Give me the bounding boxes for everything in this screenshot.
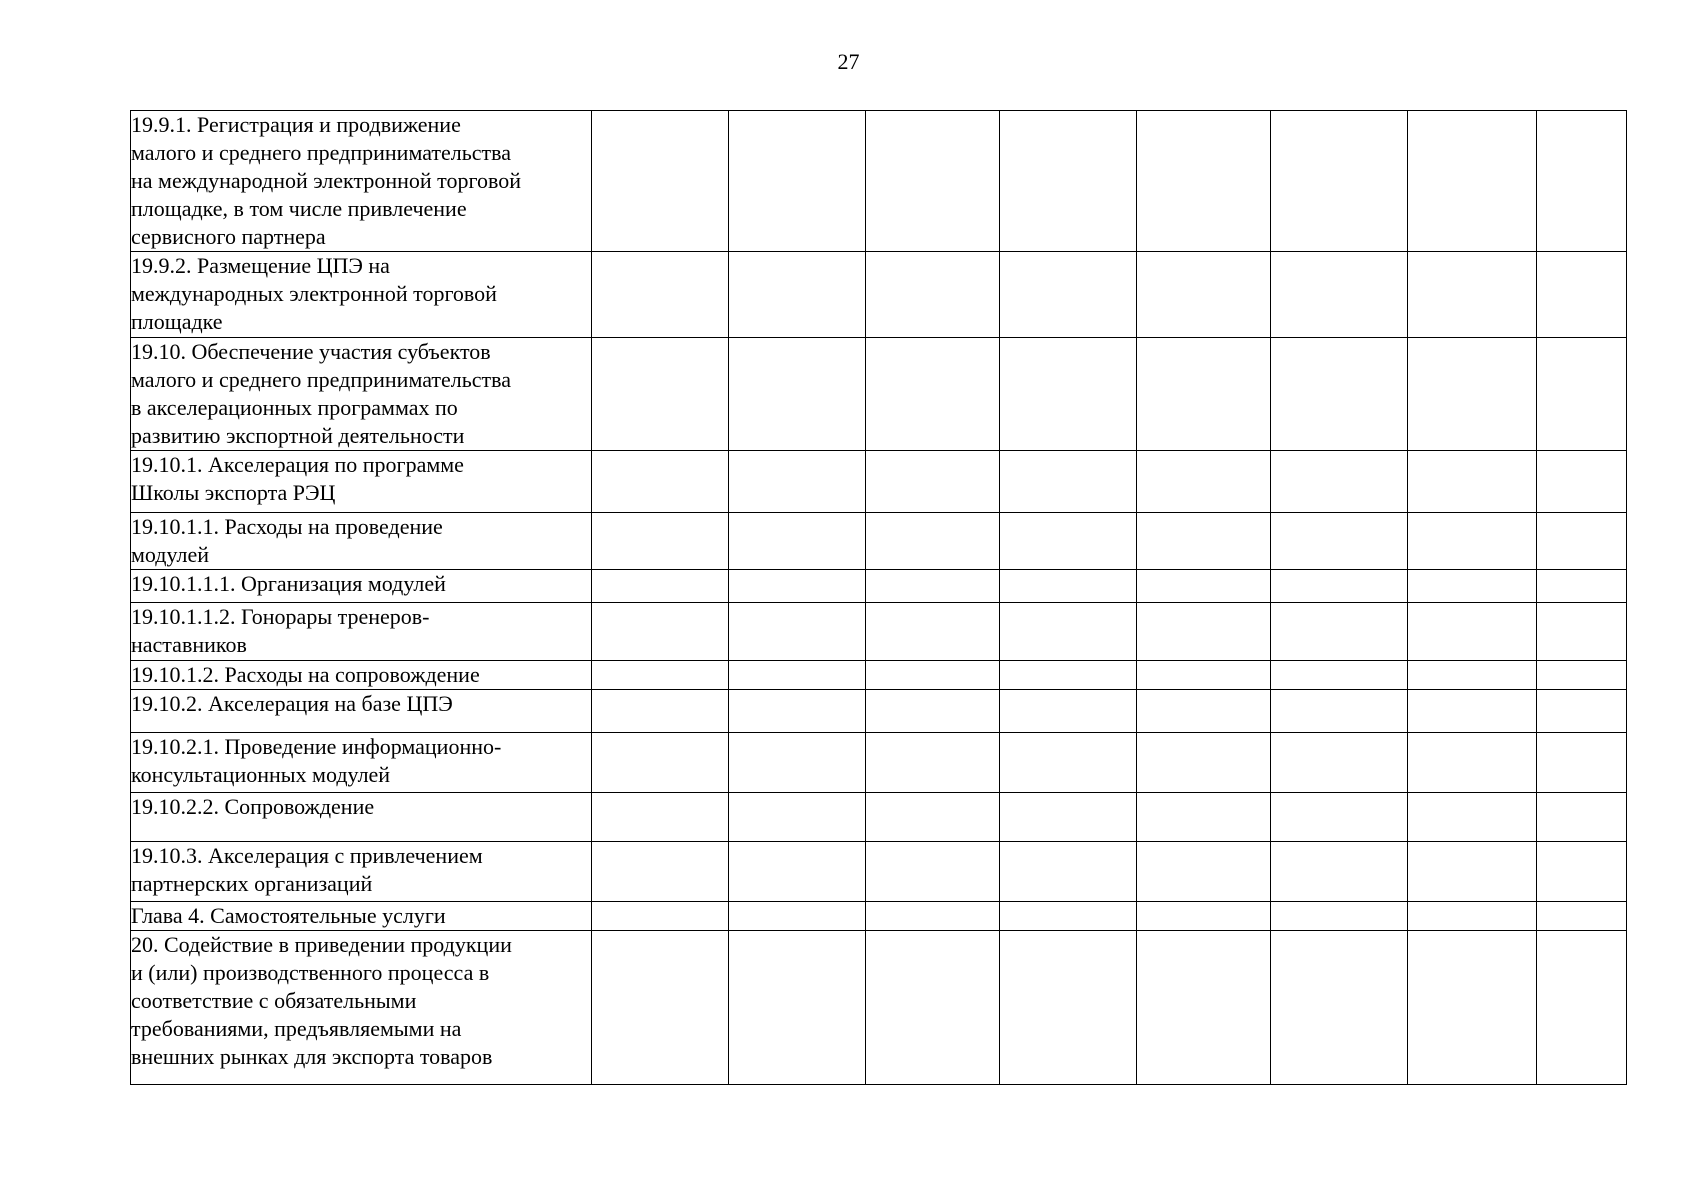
table-row <box>131 570 1627 603</box>
empty-cell <box>1408 902 1537 931</box>
row-label: 19.10. Обеспечение участия субъектов малого и среднего предпринимательства в акселерационных программах по развитию экспортной деятельности <box>131 338 592 451</box>
empty-cell <box>1137 570 1271 603</box>
empty-cell <box>729 603 866 661</box>
empty-cell <box>729 931 866 1085</box>
empty-cell <box>729 733 866 793</box>
empty-cell <box>1537 603 1627 661</box>
empty-cell <box>1408 733 1537 793</box>
table-row <box>131 338 1627 451</box>
empty-cell <box>1271 252 1408 338</box>
empty-cell <box>1271 661 1408 690</box>
table-row <box>131 603 1627 661</box>
table-row <box>131 733 1627 793</box>
empty-cell <box>592 902 729 931</box>
empty-cell <box>592 451 729 513</box>
empty-cell <box>866 690 1000 733</box>
row-label: 19.10.2.2. Сопровождение <box>131 793 592 842</box>
empty-cell <box>1137 690 1271 733</box>
empty-cell <box>1000 661 1137 690</box>
empty-cell <box>1537 842 1627 902</box>
empty-cell <box>1408 338 1537 451</box>
empty-cell <box>1137 661 1271 690</box>
empty-cell <box>729 252 866 338</box>
empty-cell <box>592 661 729 690</box>
table-row <box>131 931 1627 1085</box>
row-label: 19.10.1.2. Расходы на сопровождение <box>131 661 592 690</box>
row-label: 19.9.2. Размещение ЦПЭ на международных электронной торговой площадке <box>131 252 592 338</box>
empty-cell <box>1408 451 1537 513</box>
empty-cell <box>592 252 729 338</box>
empty-cell <box>1537 902 1627 931</box>
empty-cell <box>866 733 1000 793</box>
empty-cell <box>1271 690 1408 733</box>
empty-cell <box>1137 451 1271 513</box>
empty-cell <box>866 338 1000 451</box>
empty-cell <box>1000 733 1137 793</box>
empty-cell <box>1537 733 1627 793</box>
empty-cell <box>1000 690 1137 733</box>
empty-cell <box>729 661 866 690</box>
empty-cell <box>592 570 729 603</box>
empty-cell <box>592 793 729 842</box>
row-label: 19.10.1.1.2. Гонорары тренеров- наставников <box>131 603 592 661</box>
empty-cell <box>1271 111 1408 252</box>
table-row <box>131 842 1627 902</box>
empty-cell <box>729 902 866 931</box>
empty-cell <box>1137 603 1271 661</box>
empty-cell <box>592 338 729 451</box>
empty-cell <box>1408 252 1537 338</box>
empty-cell <box>1000 451 1137 513</box>
empty-cell <box>866 793 1000 842</box>
empty-cell <box>1271 451 1408 513</box>
empty-cell <box>866 513 1000 570</box>
empty-cell <box>1137 733 1271 793</box>
empty-cell <box>866 451 1000 513</box>
empty-cell <box>1271 733 1408 793</box>
empty-cell <box>1137 931 1271 1085</box>
empty-cell <box>1137 793 1271 842</box>
empty-cell <box>866 603 1000 661</box>
empty-cell <box>1137 513 1271 570</box>
row-label: 19.10.3. Акселерация с привлечением партнерских организаций <box>131 842 592 902</box>
empty-cell <box>1408 661 1537 690</box>
table-row <box>131 451 1627 513</box>
empty-cell <box>1537 451 1627 513</box>
empty-cell <box>729 793 866 842</box>
empty-cell <box>1408 603 1537 661</box>
row-label: 19.10.2. Акселерация на базе ЦПЭ <box>131 690 592 733</box>
empty-cell <box>1000 603 1137 661</box>
empty-cell <box>1271 570 1408 603</box>
empty-cell <box>1537 690 1627 733</box>
empty-cell <box>1271 603 1408 661</box>
empty-cell <box>1000 111 1137 252</box>
empty-cell <box>592 931 729 1085</box>
empty-cell <box>729 570 866 603</box>
empty-cell <box>729 513 866 570</box>
empty-cell <box>866 902 1000 931</box>
row-label: 19.10.2.1. Проведение информационно- консультационных модулей <box>131 733 592 793</box>
empty-cell <box>1537 931 1627 1085</box>
empty-cell <box>866 111 1000 252</box>
empty-cell <box>866 931 1000 1085</box>
table-row <box>131 902 1627 931</box>
empty-cell <box>1137 842 1271 902</box>
empty-cell <box>1000 931 1137 1085</box>
row-label: 19.10.1. Акселерация по программе Школы экспорта РЭЦ <box>131 451 592 513</box>
empty-cell <box>1137 338 1271 451</box>
empty-cell <box>1537 513 1627 570</box>
empty-cell <box>1137 111 1271 252</box>
empty-cell <box>592 733 729 793</box>
empty-cell <box>1000 252 1137 338</box>
empty-cell <box>729 842 866 902</box>
empty-cell <box>1271 931 1408 1085</box>
empty-cell <box>1408 931 1537 1085</box>
empty-cell <box>866 661 1000 690</box>
empty-cell <box>866 570 1000 603</box>
empty-cell <box>1537 111 1627 252</box>
empty-cell <box>729 451 866 513</box>
empty-cell <box>1271 513 1408 570</box>
empty-cell <box>1000 902 1137 931</box>
empty-cell <box>1408 793 1537 842</box>
empty-cell <box>1271 902 1408 931</box>
empty-cell <box>592 513 729 570</box>
empty-cell <box>866 842 1000 902</box>
empty-cell <box>592 111 729 252</box>
empty-cell <box>1000 793 1137 842</box>
table-row <box>131 661 1627 690</box>
empty-cell <box>1408 513 1537 570</box>
table-row <box>131 513 1627 570</box>
table-row <box>131 793 1627 842</box>
row-label: Глава 4. Самостоятельные услуги <box>131 902 592 931</box>
services-table <box>130 110 1627 1085</box>
empty-cell <box>1271 793 1408 842</box>
row-label: 19.10.1.1.1. Организация модулей <box>131 570 592 603</box>
empty-cell <box>866 252 1000 338</box>
row-label: 20. Содействие в приведении продукции и (или) производственного процесса в соответствие с обязательными требованиями, предъявляемыми на внешних рынках для экспорта товаров <box>131 931 592 1085</box>
empty-cell <box>1000 570 1137 603</box>
row-label: 19.10.1.1. Расходы на проведение модулей <box>131 513 592 570</box>
empty-cell <box>1408 842 1537 902</box>
empty-cell <box>1271 338 1408 451</box>
empty-cell <box>592 690 729 733</box>
empty-cell <box>592 842 729 902</box>
empty-cell <box>729 690 866 733</box>
table-row <box>131 690 1627 733</box>
empty-cell <box>1137 902 1271 931</box>
empty-cell <box>1137 252 1271 338</box>
empty-cell <box>1000 338 1137 451</box>
empty-cell <box>1000 842 1137 902</box>
empty-cell <box>1408 690 1537 733</box>
empty-cell <box>1537 252 1627 338</box>
table-row <box>131 252 1627 338</box>
empty-cell <box>1408 570 1537 603</box>
empty-cell <box>1537 338 1627 451</box>
empty-cell <box>1408 111 1537 252</box>
empty-cell <box>1537 793 1627 842</box>
empty-cell <box>1271 842 1408 902</box>
empty-cell <box>1000 513 1137 570</box>
row-label: 19.9.1. Регистрация и продвижение малого и среднего предпринимательства на международной электронной торговой площадке, в том числе привлечение сервисного партнера <box>131 111 592 252</box>
table-row <box>131 111 1627 252</box>
empty-cell <box>1537 570 1627 603</box>
empty-cell <box>729 338 866 451</box>
empty-cell <box>1537 661 1627 690</box>
page-number: 27 <box>837 49 860 74</box>
empty-cell <box>592 603 729 661</box>
empty-cell <box>729 111 866 252</box>
